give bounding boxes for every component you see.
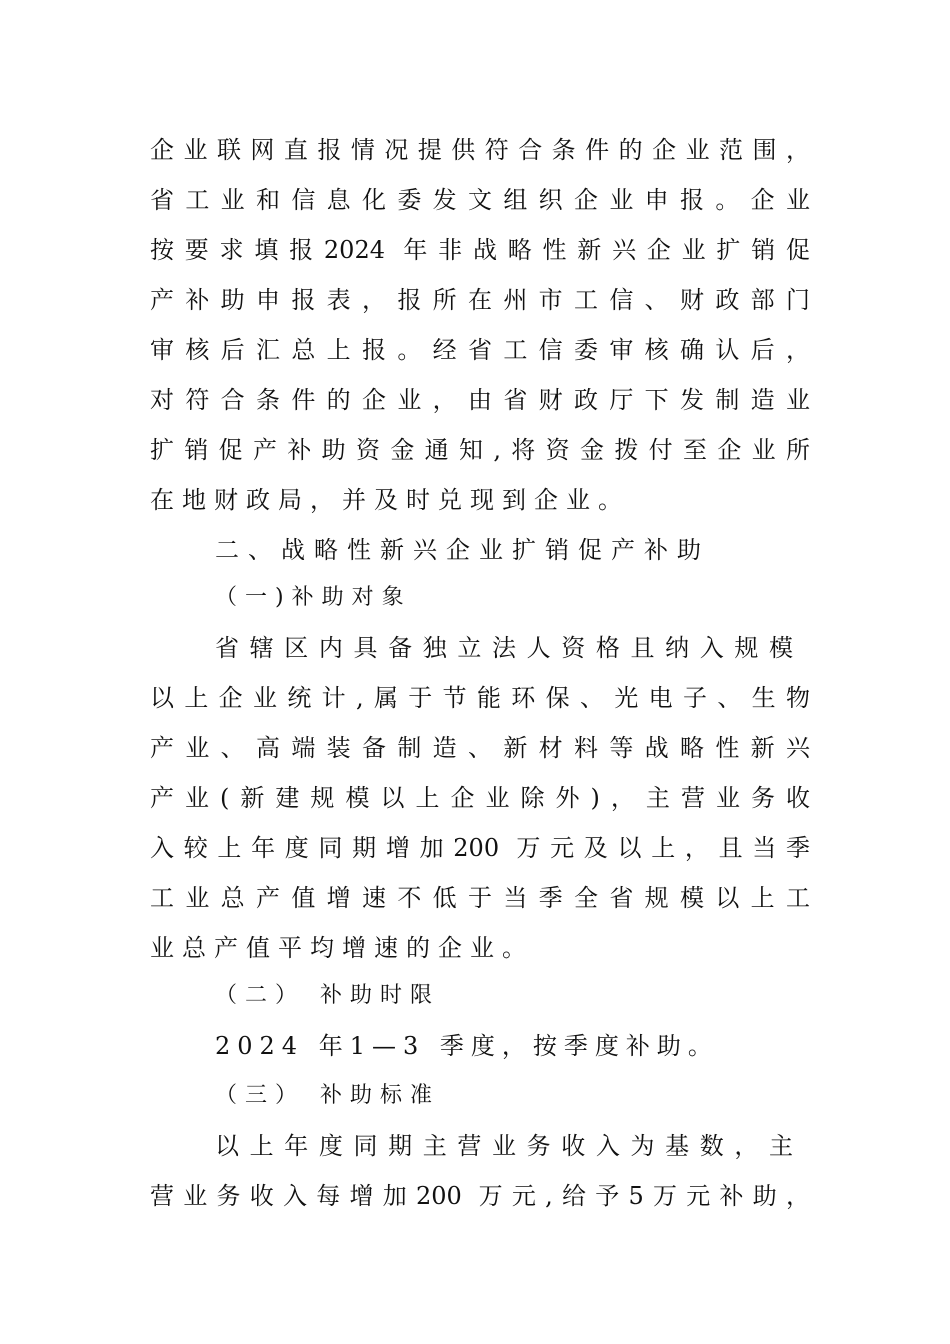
paragraph-line: 产业、高端装备制造、新材料等战略性新兴 [150, 734, 810, 762]
paragraph-line: 以上年度同期主营业务收入为基数，主 [215, 1132, 793, 1160]
paragraph-line: 入较上年度同期增加200 万元及以上，且当季 [150, 834, 810, 862]
paragraph-line: 产业(新建规模以上企业除外)，主营业务收 [150, 784, 810, 812]
paragraph-line: 扩销促产补助资金通知,将资金拨付至企业所 [150, 436, 810, 464]
paragraph-line: 在地财政局，并及时兑现到企业。 [150, 486, 630, 514]
paragraph-line: 业总产值平均增速的企业。 [150, 934, 534, 962]
paragraph-line: 2024 年1—3 季度，按季度补助。 [215, 1032, 719, 1060]
paragraph-line: 产补助申报表，报所在州市工信、财政部门 [150, 286, 810, 314]
paragraph-line: 工业总产值增速不低于当季全省规模以上工 [150, 884, 810, 912]
paragraph-line: 对符合条件的企业，由省财政厅下发制造业 [150, 386, 810, 414]
paragraph-line: 审核后汇总上报。经省工信委审核确认后， [150, 336, 810, 364]
paragraph-line: 营业务收入每增加200 万元,给予5万元补助， [150, 1182, 810, 1210]
paragraph-line: 企业联网直报情况提供符合条件的企业范围， [150, 136, 810, 164]
paragraph-line: 以上企业统计,属于节能环保、光电子、生物 [150, 684, 810, 712]
subsection-heading: （二） 补助时限 [215, 983, 440, 1008]
paragraph-line: 省辖区内具备独立法人资格且纳入规模 [215, 634, 793, 662]
section-heading: 二、战略性新兴企业扩销促产补助 [215, 536, 710, 564]
paragraph-line: 按要求填报2024 年非战略性新兴企业扩销促 [150, 236, 810, 264]
paragraph-line: 省工业和信息化委发文组织企业申报。企业 [150, 186, 810, 214]
subsection-heading: （一)补助对象 [215, 585, 412, 610]
subsection-heading: （三） 补助标准 [215, 1083, 440, 1108]
